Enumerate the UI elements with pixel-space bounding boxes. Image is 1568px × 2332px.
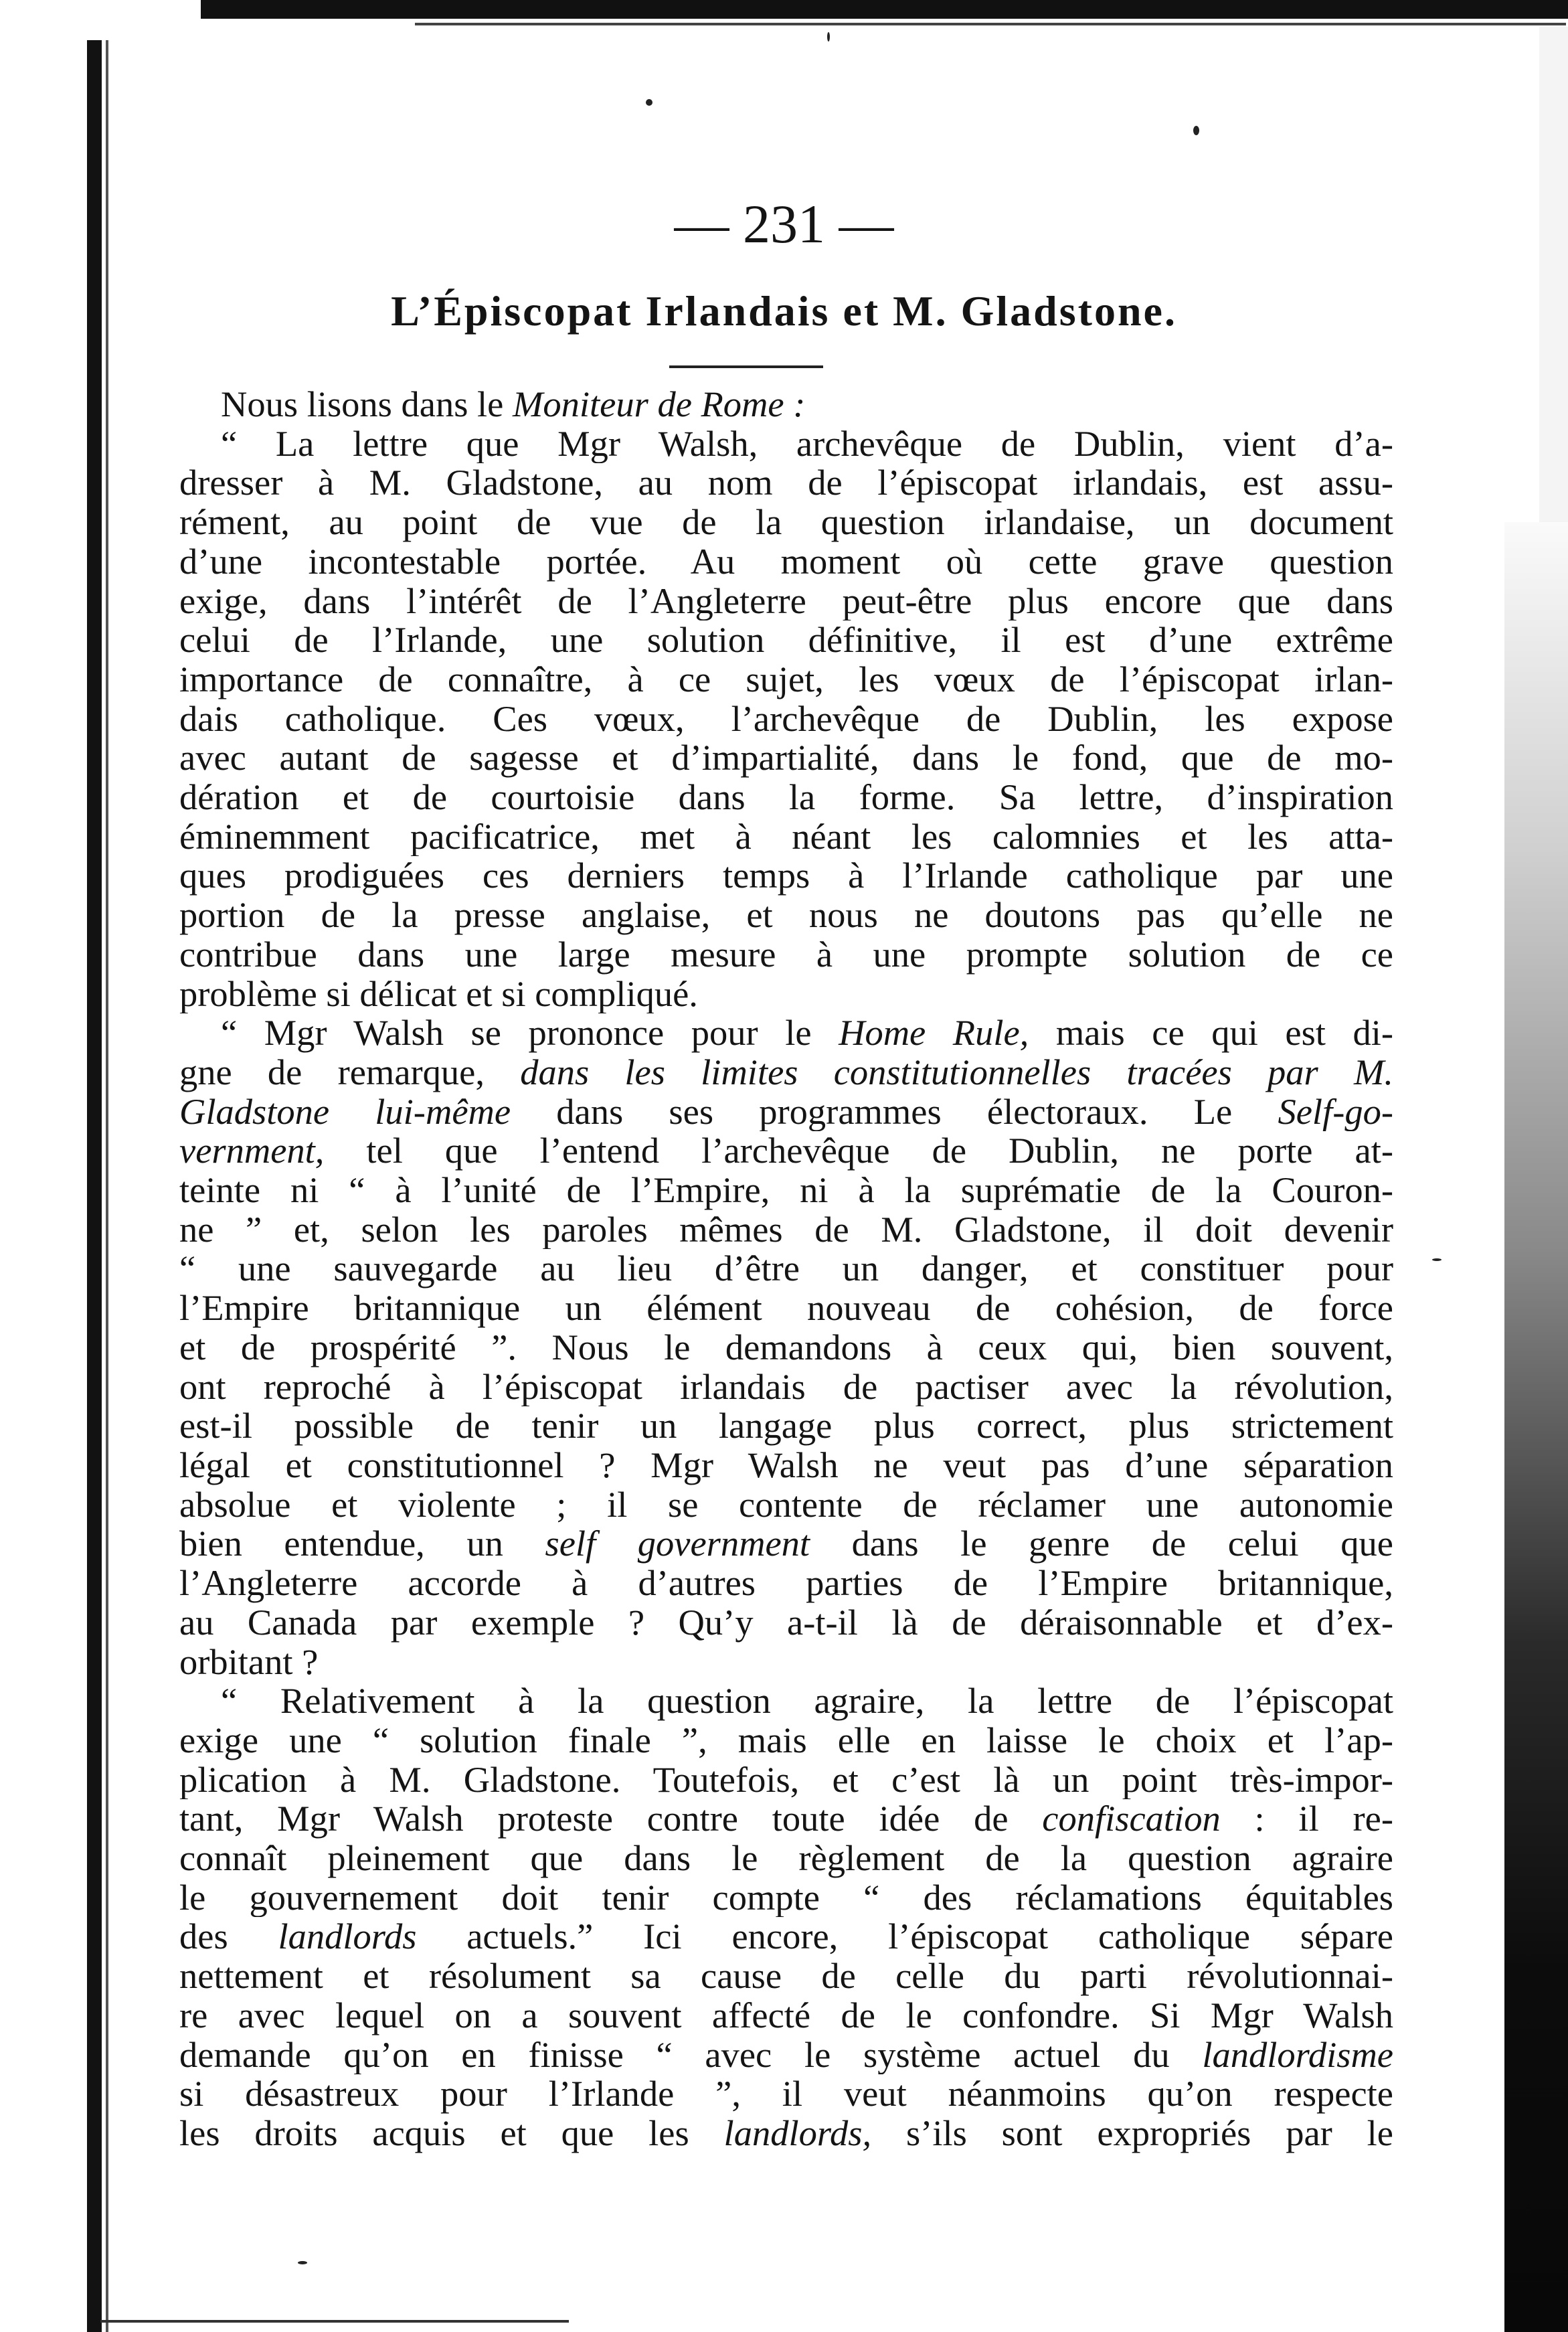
- scan-speck: [827, 32, 830, 41]
- text-run: au Canada par exemple ? Qu’y a-t-il là de déraisonnable et d’ex-: [179, 1602, 1393, 1643]
- text-line: [179, 2114, 1393, 2153]
- text-line: [179, 1131, 1393, 1171]
- scan-speck: [646, 99, 652, 106]
- italic-text: landlords,: [723, 2113, 872, 2153]
- italic-text: Moniteur de Rome :: [513, 385, 806, 424]
- text-run: dans ses programmes électoraux. Le: [511, 1092, 1278, 1132]
- text-line: [179, 463, 1393, 503]
- text-line: [179, 1956, 1393, 1996]
- text-line: [179, 620, 1393, 660]
- text-line: [179, 1446, 1393, 1485]
- text-run: nettement et résolument sa cause de celle du parti révolutionnai-: [179, 1956, 1393, 1996]
- text-run: contribue dans une large mesure à une prompte solution de ce: [179, 934, 1393, 975]
- text-line: [179, 1485, 1393, 1525]
- text-run: s’ils sont expropriés par le: [871, 2113, 1393, 2153]
- text-run: re avec lequel on a souvent affecté de le confondre. Si Mgr Walsh: [179, 1995, 1393, 2035]
- text-line: [179, 1760, 1393, 1800]
- text-line: [179, 2035, 1393, 2075]
- text-run: importance de connaître, à ce sujet, les vœux de l’épiscopat irlan-: [179, 659, 1393, 699]
- text-run: ne ” et, selon les paroles mêmes de M. Gladstone, il doit devenir: [179, 1210, 1393, 1250]
- text-run: exige une “ solution finale ”, mais elle en laisse le choix et l’ap-: [179, 1720, 1393, 1760]
- scan-speck: [298, 2261, 307, 2264]
- text-run: ques prodiguées ces derniers temps à l’Irlande catholique par une: [179, 856, 1393, 896]
- text-run: bien entendue, un: [179, 1524, 545, 1564]
- text-line: [179, 1367, 1393, 1407]
- page-number: — 231 —: [674, 193, 894, 254]
- scan-speck: [1432, 1258, 1442, 1261]
- text-run: avec autant de sagesse et d’impartialité, dans le fond, que de mo-: [179, 738, 1393, 778]
- text-run: problème si délicat et si compliqué.: [179, 974, 698, 1014]
- text-line: [179, 424, 1393, 464]
- text-line: [179, 1053, 1393, 1092]
- article-title: L’Épiscopat Irlandais et M. Gladstone.: [391, 287, 1177, 335]
- text-line: [179, 1013, 1393, 1053]
- article-body: [179, 385, 1393, 2153]
- text-line: [179, 385, 1393, 424]
- text-line: [179, 1249, 1393, 1288]
- text-run: plication à M. Gladstone. Toutefois, et c’est là un point très-impor-: [179, 1760, 1393, 1800]
- text-run: “ La lettre que Mgr Walsh, archevêque de Dublin, vient d’a-: [221, 424, 1393, 464]
- text-run: Nous lisons dans le: [221, 385, 513, 424]
- italic-text: self government: [545, 1524, 810, 1564]
- text-line: [179, 856, 1393, 896]
- text-line: [179, 582, 1393, 621]
- scan-border-right: [1504, 522, 1568, 2332]
- text-line: [179, 778, 1393, 817]
- text-run: portion de la presse anglaise, et nous ne doutons pas qu’elle ne: [179, 896, 1393, 935]
- text-run: absolue et violente ; il se contente de réclamer une autonomie: [179, 1485, 1393, 1525]
- text-line: [179, 738, 1393, 778]
- text-run: actuels.” Ici encore, l’épiscopat catholique sépare: [416, 1917, 1393, 1957]
- text-run: est-il possible de tenir un langage plus correct, plus strictement: [179, 1406, 1393, 1446]
- text-line: [179, 1799, 1393, 1839]
- text-run: dais catholique. Ces vœux, l’archevêque de Dublin, les expose: [179, 699, 1393, 739]
- text-run: l’Empire britannique un élément nouveau de cohésion, de force: [179, 1288, 1393, 1328]
- text-run: des: [179, 1917, 278, 1957]
- text-run: “ Relativement à la question agraire, la lettre de l’épiscopat: [221, 1681, 1393, 1721]
- text-line: [179, 1524, 1393, 1564]
- text-run: ont reproché à l’épiscopat irlandais de pactiser avec la révolution,: [179, 1367, 1393, 1407]
- text-line: [179, 2074, 1393, 2114]
- text-line: [179, 896, 1393, 935]
- text-run: “ une sauvegarde au lieu d’être un danger, et constituer pour: [179, 1249, 1393, 1289]
- title-divider: [669, 365, 823, 368]
- scan-border-bottom: [100, 2320, 569, 2323]
- italic-text: landlords: [278, 1917, 417, 1957]
- italic-text: vernment,: [179, 1131, 325, 1171]
- text-run: et de prospérité ”. Nous le demandons à ceux qui, bien souvent,: [179, 1327, 1393, 1367]
- text-run: demande qu’on en finisse “ avec le système actuel du: [179, 2035, 1203, 2075]
- scan-speck: [1193, 126, 1199, 135]
- text-line: [179, 1564, 1393, 1603]
- scan-border-left-thin: [106, 40, 108, 2332]
- text-run: le gouvernement doit tenir compte “ des réclamations équitables: [179, 1878, 1393, 1918]
- text-line: [179, 975, 1393, 1014]
- text-run: orbitant ?: [179, 1642, 319, 1682]
- text-run: d’une incontestable portée. Au moment où cette grave question: [179, 542, 1393, 582]
- text-line: [179, 1406, 1393, 1446]
- text-run: tant, Mgr Walsh proteste contre toute idée de: [179, 1799, 1043, 1839]
- text-run: si désastreux pour l’Irlande ”, il veut néanmoins qu’on respecte: [179, 2074, 1393, 2114]
- scan-border-top-thin: [415, 23, 1566, 25]
- text-run: exige, dans l’intérêt de l’Angleterre peut-être plus encore que dans: [179, 581, 1393, 621]
- text-line: [179, 1210, 1393, 1250]
- scan-border-left: [87, 40, 102, 2332]
- text-run: rément, au point de vue de la question irlandaise, un document: [179, 503, 1393, 542]
- text-line: [179, 1878, 1393, 1918]
- text-line: [179, 1092, 1393, 1132]
- text-run: tel que l’entend l’archevêque de Dublin, ne porte at-: [324, 1131, 1393, 1171]
- text-line: [179, 1721, 1393, 1760]
- text-run: teinte ni “ à l’unité de l’Empire, ni à la suprématie de la Couron-: [179, 1171, 1393, 1210]
- text-run: gne de remarque,: [179, 1052, 521, 1092]
- text-run: dresser à M. Gladstone, au nom de l’épiscopat irlandais, est assu-: [179, 463, 1393, 503]
- italic-text: dans les limites constitutionnelles tracées par M.: [520, 1052, 1393, 1092]
- text-run: “ Mgr Walsh se prononce pour le: [221, 1013, 839, 1053]
- text-line: [179, 1328, 1393, 1367]
- text-run: légal et constitutionnel ? Mgr Walsh ne veut pas d’une séparation: [179, 1445, 1393, 1485]
- text-line: [179, 1996, 1393, 2035]
- text-line: [179, 542, 1393, 582]
- text-run: celui de l’Irlande, une solution définitive, il est d’une extrême: [179, 620, 1393, 660]
- italic-text: landlordisme: [1202, 2035, 1393, 2075]
- text-run: dans le genre de celui que: [810, 1524, 1393, 1564]
- text-line: [179, 817, 1393, 857]
- text-run: les droits acquis et que les: [179, 2113, 724, 2153]
- text-run: l’Angleterre accorde à d’autres parties de l’Empire britannique,: [179, 1564, 1393, 1603]
- text-run: éminemment pacificatrice, met à néant les calomnies et les atta-: [179, 817, 1393, 857]
- italic-text: Gladstone lui-même: [179, 1092, 511, 1132]
- text-line: [179, 699, 1393, 739]
- text-run: : il re-: [1220, 1799, 1393, 1839]
- text-line: [179, 1603, 1393, 1643]
- text-line: [179, 1681, 1393, 1721]
- text-line: [179, 1839, 1393, 1878]
- scan-border-top: [201, 0, 1568, 19]
- text-run: connaît pleinement que dans le règlement de la question agraire: [179, 1839, 1393, 1878]
- text-line: [179, 660, 1393, 699]
- text-line: [179, 935, 1393, 975]
- italic-text: confiscation: [1042, 1799, 1221, 1839]
- text-line: [179, 1643, 1393, 1682]
- text-run: mais ce qui est di-: [1029, 1013, 1393, 1053]
- italic-text: Self-go-: [1278, 1092, 1393, 1132]
- italic-text: Home Rule,: [839, 1013, 1029, 1053]
- text-line: [179, 1917, 1393, 1956]
- text-run: dération et de courtoisie dans la forme. Sa lettre, d’inspiration: [179, 778, 1393, 817]
- text-line: [179, 1171, 1393, 1210]
- text-line: [179, 1288, 1393, 1328]
- text-line: [179, 503, 1393, 542]
